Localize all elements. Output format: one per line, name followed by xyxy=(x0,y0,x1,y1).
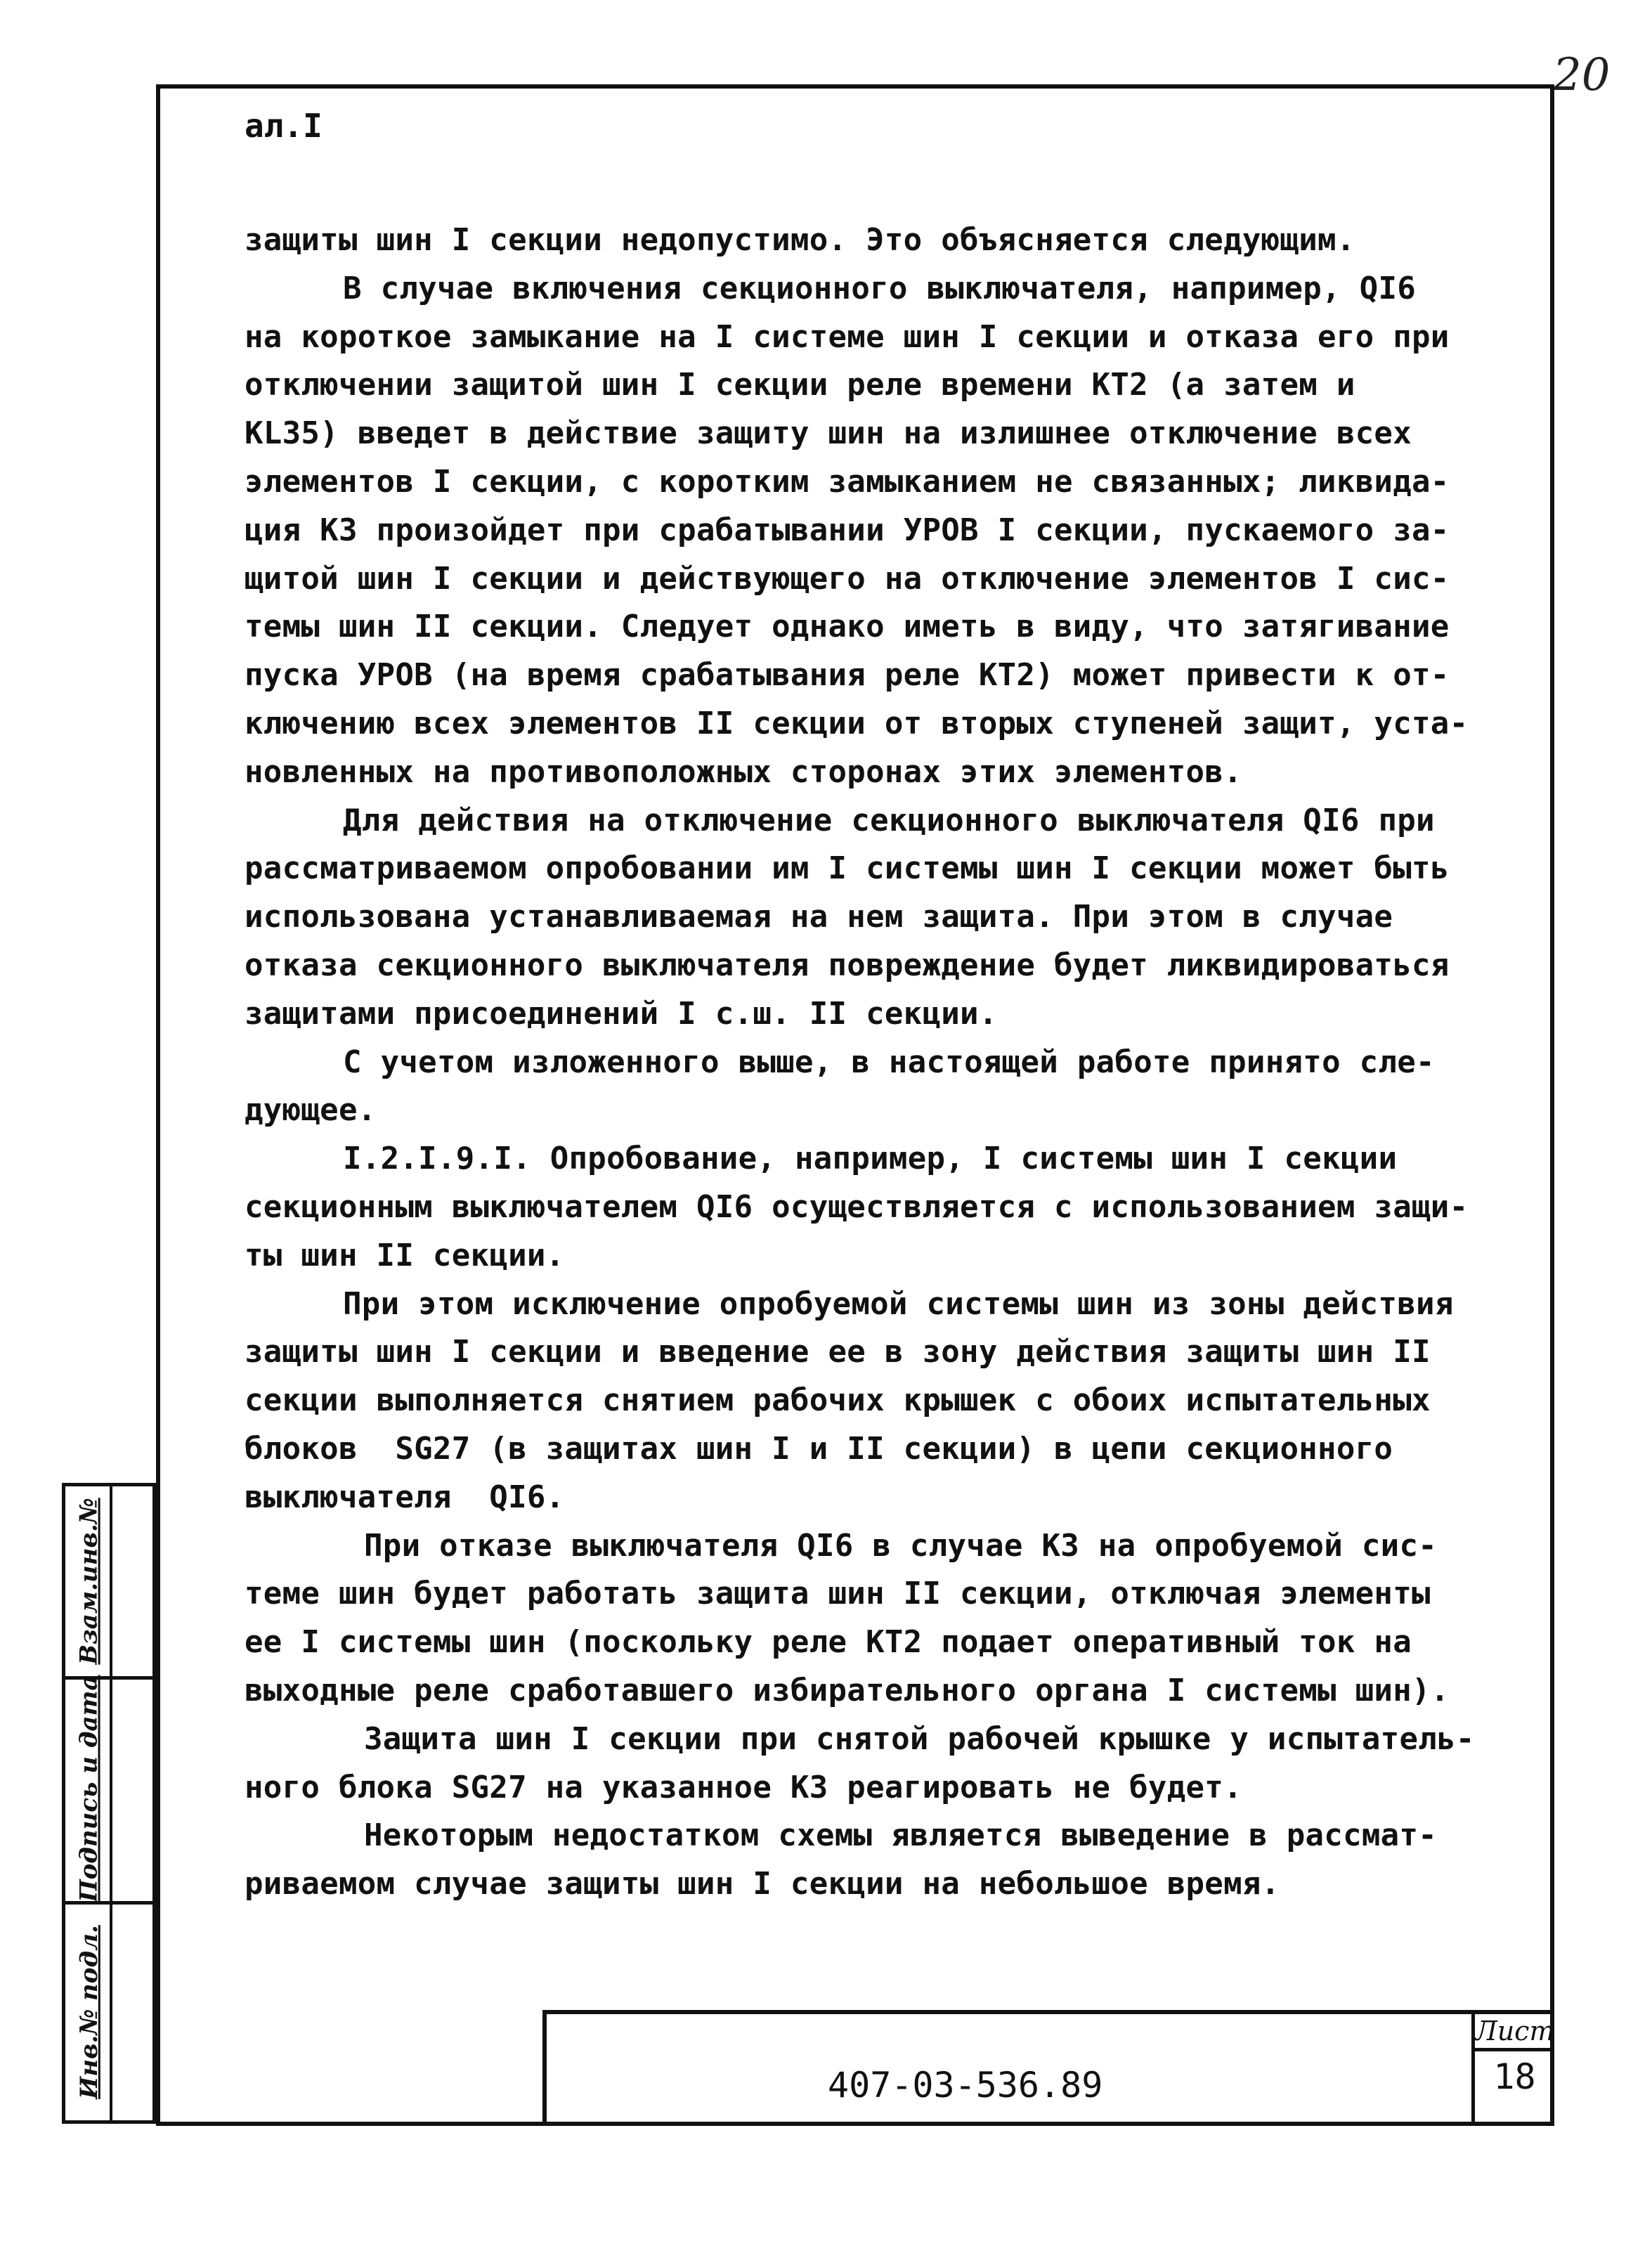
text-line: При отказе выключателя QI6 в случае КЗ на опробуемой сис- xyxy=(364,1527,1438,1564)
text-line: защиты шин I секции и введение ее в зону действия защиты шин II xyxy=(245,1334,1431,1370)
document-number: 407-03-536.89 xyxy=(828,2065,1103,2106)
document-body xyxy=(245,216,1516,1909)
text-line: Для действия на отключение секционного выключателя QI6 при xyxy=(343,802,1435,838)
text-line: отказа секционного выключателя повреждение будет ликвидироваться xyxy=(245,947,1450,983)
title-block xyxy=(542,2010,1554,2126)
text-line: секции выполняется снятием рабочих крышек с обоих испытательных xyxy=(245,1382,1431,1419)
text-line: ного блока SG27 на указанное КЗ реагировать не будет. xyxy=(245,1769,1242,1805)
sheet-label: Лист xyxy=(1475,2014,1554,2051)
text-line: ция КЗ произойдет при срабатывании УРОВ I секции, пускаемого за- xyxy=(245,512,1450,548)
text-line: выходные реле сработавшего избирательного органа I системы шин). xyxy=(245,1672,1450,1708)
corner-handwritten-mark: 20 xyxy=(1553,49,1611,101)
text-line: рассматриваемом опробовании им I системы шин I секции может быть xyxy=(245,850,1450,887)
side-stamp-label-signature: Подпись и дата xyxy=(74,1675,103,1902)
text-line: блоков SG27 (в защитах шин I и II секции) в цепи секционного xyxy=(245,1430,1393,1467)
text-line: пуска УРОВ (на время срабатывания реле КТ2) может привести к от- xyxy=(245,657,1450,694)
sheet-number: 18 xyxy=(1493,2056,1536,2097)
side-stamp-label-inventory: Инв.№ подл. xyxy=(74,1924,103,2099)
text-line: KL35) введет в действие защиту шин на излишнее отключение всех xyxy=(245,415,1412,452)
text-line: выключателя QI6. xyxy=(245,1479,565,1515)
text-line: защиты шин I секции недопустимо. Это объясняется следующим. xyxy=(245,222,1355,258)
text-line: отключении защитой шин I секции реле времени КТ2 (а затем и xyxy=(245,367,1355,403)
text-line: С учетом изложенного выше, в настоящей работе принято сле- xyxy=(343,1044,1435,1080)
text-line: Некоторым недостатком схемы является выведение в рассмат- xyxy=(364,1817,1438,1854)
album-header: ал.I xyxy=(245,107,323,145)
text-line: ты шин II секции. xyxy=(245,1237,565,1273)
text-line: на короткое замыкание на I системе шин I секции и отказа его при xyxy=(245,318,1450,355)
text-line: риваемом случае защиты шин I секции на небольшое время. xyxy=(245,1866,1280,1902)
text-line: Защита шин I секции при снятой рабочей крышке у испытатель- xyxy=(364,1720,1475,1757)
text-line: щитой шин I секции и действующего на отключение элементов I сис- xyxy=(245,560,1450,597)
text-line: элементов I секции, с коротким замыканием не связанных; ликвида- xyxy=(245,463,1450,500)
text-line: ключению всех элементов II секции от вторых ступеней защит, уста- xyxy=(245,705,1469,741)
sheet-box xyxy=(1471,2014,1554,2126)
side-stamp-label-replacement: Взам.инв.№ xyxy=(74,1498,103,1665)
text-line: темы шин II секции. Следует однако иметь в виду, что затягивание xyxy=(245,609,1450,645)
text-line: теме шин будет работать защита шин II секции, отключая элементы xyxy=(245,1576,1431,1612)
text-line: I.2.I.9.I. Опробование, например, I системы шин I секции xyxy=(343,1141,1398,1177)
text-line: ее I системы шин (поскольку реле КТ2 подает оперативный ток на xyxy=(245,1624,1412,1661)
side-stamp-value-column xyxy=(112,1486,156,2120)
text-line: При этом исключение опробуемой системы шин из зоны действия xyxy=(343,1285,1454,1322)
text-line: В случае включения секционного выключателя, например, QI6 xyxy=(343,270,1417,306)
text-line: использована устанавливаемая на нем защита. При этом в случае xyxy=(245,899,1393,935)
text-line: новленных на противоположных сторонах этих элементов. xyxy=(245,753,1242,790)
text-line: защитами присоединений I с.ш. II секции. xyxy=(245,995,998,1032)
side-stamp xyxy=(62,1483,156,2124)
text-line: секционным выключателем QI6 осуществляется с использованием защи- xyxy=(245,1188,1469,1225)
text-line: дующее. xyxy=(245,1092,377,1129)
